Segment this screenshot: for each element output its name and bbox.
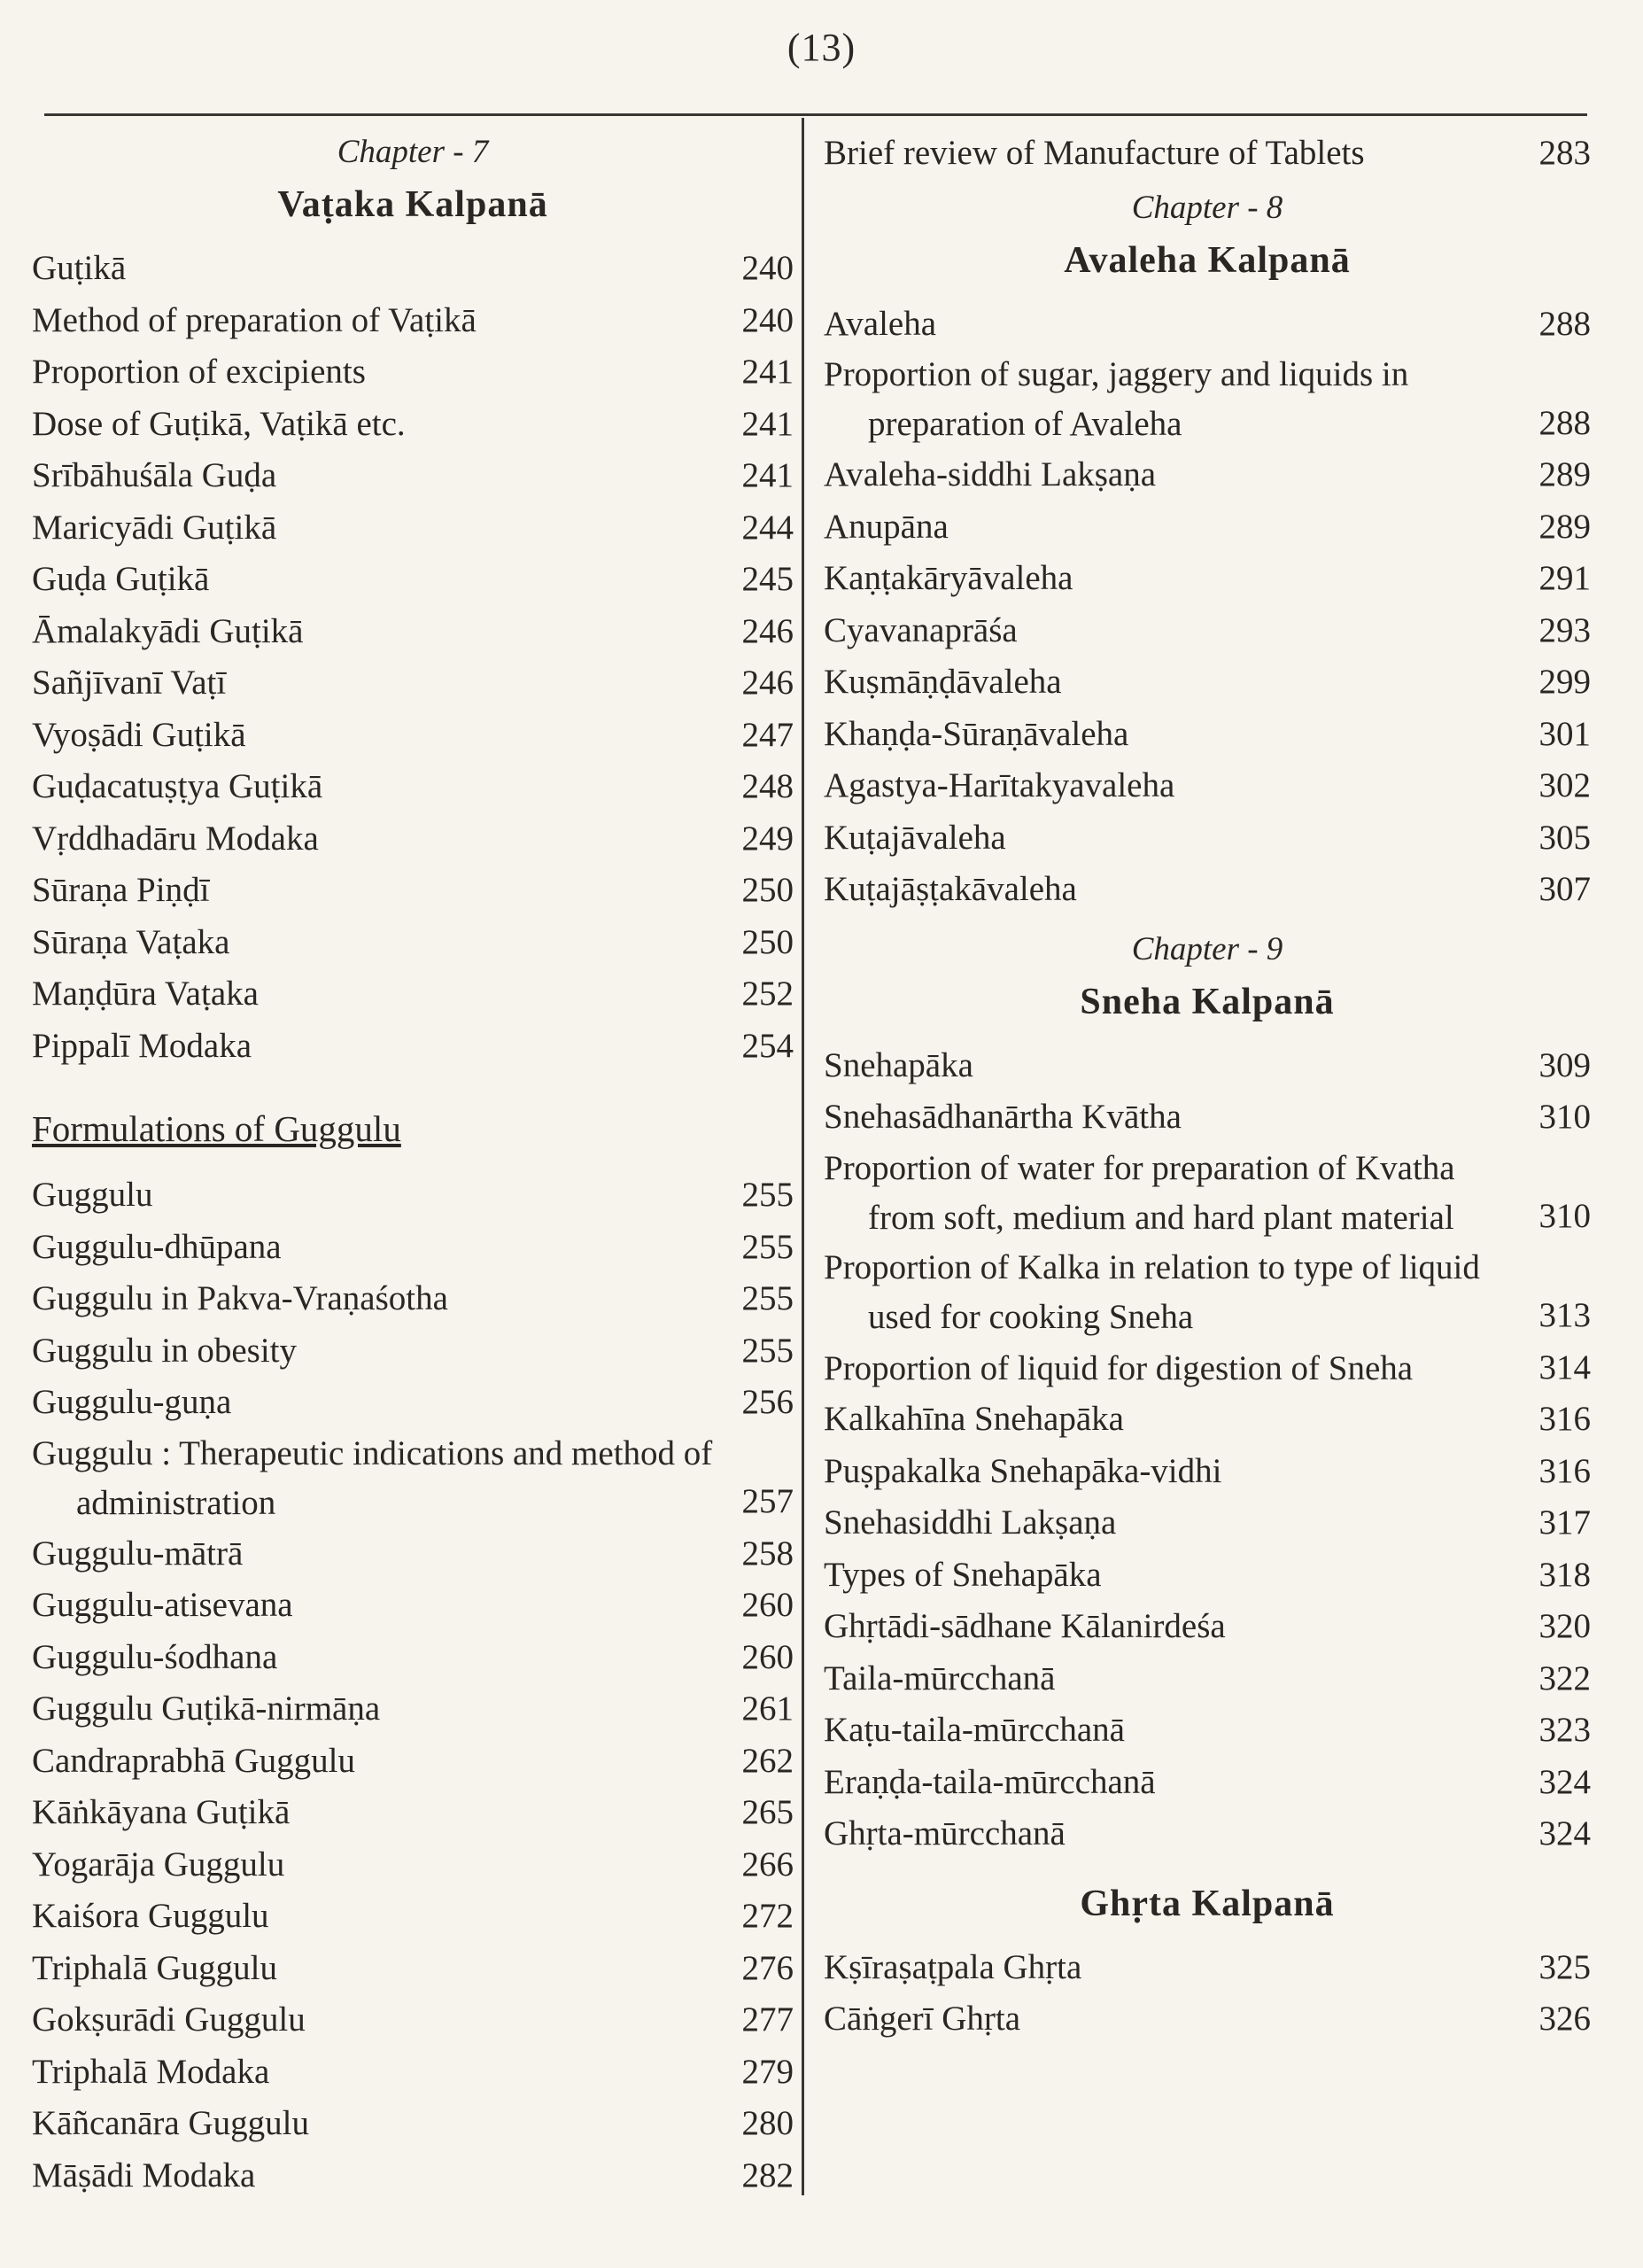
entry-title: Method of preparation of Vaṭikā bbox=[32, 300, 477, 339]
entry-page: 288 bbox=[1538, 304, 1591, 343]
toc-entry[interactable] bbox=[32, 450, 794, 502]
entry-page: 279 bbox=[741, 2052, 794, 2091]
entry-page: 314 bbox=[1538, 1348, 1591, 1386]
entry-page: 293 bbox=[1538, 610, 1591, 649]
chapter-9-title: Sneha Kalpanā bbox=[1080, 981, 1335, 1022]
entry-page: 283 bbox=[1538, 134, 1591, 172]
entry-title: Kṣīraṣaṭpala Ghṛta bbox=[824, 1947, 1082, 1986]
entry-page: 318 bbox=[1538, 1555, 1591, 1594]
entry-title: Kuṣmāṇḍāvaleha bbox=[824, 663, 1062, 701]
entry-title: Eraṇḍa-taila-mūrcchanā bbox=[824, 1762, 1156, 1801]
toc-entry[interactable] bbox=[32, 1377, 794, 1429]
entry-page: 258 bbox=[741, 1534, 794, 1573]
entry-title: Kaṇṭakāryāvaleha bbox=[824, 559, 1073, 597]
entry-title: Anupāna bbox=[824, 507, 949, 546]
toc-entry[interactable] bbox=[32, 2150, 794, 2202]
entry-page: 255 bbox=[741, 1227, 794, 1266]
entry-title: Proportion of Kalka in relation to type of liquid used for cooking Sneha bbox=[824, 1247, 1480, 1336]
entry-title: Agastya-Harītakyavaleha bbox=[824, 766, 1175, 804]
entry-page: 266 bbox=[741, 1845, 794, 1884]
toc-entry[interactable] bbox=[32, 1736, 794, 1788]
entry-title: Guggulu-atisevana bbox=[32, 1586, 293, 1624]
toc-entry[interactable] bbox=[824, 1144, 1591, 1243]
entry-title: Brief review of Manufacture of Tablets bbox=[824, 134, 1365, 172]
toc-entry[interactable] bbox=[32, 1325, 794, 1378]
toc-entry[interactable] bbox=[32, 2098, 794, 2150]
ghrta-title: Ghṛta Kalpanā bbox=[1080, 1883, 1335, 1924]
entry-page: 323 bbox=[1538, 1711, 1591, 1749]
entry-title: Avaleha-siddhi Lakṣaṇa bbox=[824, 455, 1157, 493]
entry-title: Sañjīvanī Vaṭī bbox=[32, 664, 227, 702]
entry-page: 322 bbox=[1538, 1658, 1591, 1697]
chapter-7-label: Chapter - 7 bbox=[337, 134, 489, 170]
entry-page: 325 bbox=[1538, 1947, 1591, 1986]
entry-title: Pippalī Modaka bbox=[32, 1026, 252, 1065]
entry-page: 316 bbox=[1538, 1400, 1591, 1438]
entry-page: 248 bbox=[741, 767, 794, 805]
toc-entry[interactable] bbox=[32, 606, 794, 658]
toc-entry[interactable] bbox=[32, 399, 794, 451]
toc-entry[interactable] bbox=[32, 346, 794, 399]
toc-entry[interactable] bbox=[824, 553, 1591, 605]
entry-page: 247 bbox=[741, 715, 794, 754]
entry-title: Maṇḍūra Vaṭaka bbox=[32, 975, 259, 1013]
entry-title: Maricyādi Guṭikā bbox=[32, 508, 277, 547]
entry-page: 241 bbox=[741, 353, 794, 391]
entry-title: Yogarāja Guggulu bbox=[32, 1845, 285, 1884]
entry-title: Kaṭu-taila-mūrcchanā bbox=[824, 1711, 1125, 1749]
entry-title: Triphalā Guggulu bbox=[32, 1948, 277, 1987]
entry-page: 317 bbox=[1538, 1503, 1591, 1542]
toc-entry[interactable] bbox=[824, 1497, 1591, 1550]
header-rule bbox=[44, 113, 1587, 116]
toc-entry[interactable] bbox=[32, 1580, 794, 1632]
guggulu-entries bbox=[32, 1169, 794, 2202]
entry-page: 299 bbox=[1538, 663, 1591, 701]
toc-entry[interactable] bbox=[32, 2047, 794, 2099]
toc-entry[interactable] bbox=[32, 710, 794, 762]
toc-entry[interactable] bbox=[824, 812, 1591, 865]
toc-entry[interactable] bbox=[32, 1683, 794, 1736]
toc-entry[interactable] bbox=[824, 1653, 1591, 1705]
entry-page: 240 bbox=[741, 300, 794, 339]
entry-page: 310 bbox=[1538, 1098, 1591, 1136]
column-divider bbox=[802, 118, 804, 2195]
toc-entry[interactable] bbox=[32, 761, 794, 813]
entry-page: 265 bbox=[741, 1793, 794, 1831]
toc-entry[interactable] bbox=[32, 1273, 794, 1325]
toc-entry[interactable] bbox=[32, 1429, 794, 1528]
entry-title: Dose of Guṭikā, Vaṭikā etc. bbox=[32, 404, 406, 443]
entry-page: 310 bbox=[1538, 1197, 1591, 1235]
entry-title: Snehasiddhi Lakṣaṇa bbox=[824, 1503, 1117, 1542]
entry-title: Cāṅgerī Ghṛta bbox=[824, 2000, 1021, 2038]
entry-page: 272 bbox=[741, 1897, 794, 1935]
entry-title: Types of Snehapāka bbox=[824, 1555, 1102, 1594]
entry-title: Guggulu bbox=[32, 1176, 153, 1214]
entry-page: 241 bbox=[741, 456, 794, 494]
entry-page: 326 bbox=[1538, 2000, 1591, 2038]
toc-entry[interactable] bbox=[32, 917, 794, 969]
toc-entry[interactable] bbox=[824, 299, 1591, 351]
entry-title: Proportion of excipients bbox=[32, 353, 366, 391]
toc-entry[interactable] bbox=[824, 760, 1591, 812]
right-column bbox=[824, 124, 1591, 2046]
entry-title: Kaiśora Guggulu bbox=[32, 1897, 269, 1935]
entry-page: 277 bbox=[741, 2000, 794, 2039]
entry-page: 307 bbox=[1538, 870, 1591, 908]
chapter-9-label: Chapter - 9 bbox=[1131, 930, 1283, 967]
entry-title: Proportion of water for preparation of Kvatha from soft, medium and hard plant material bbox=[824, 1148, 1455, 1237]
chapter-7-entries bbox=[32, 243, 794, 1072]
chapter-8-entries bbox=[824, 299, 1591, 916]
entry-page: 257 bbox=[741, 1482, 794, 1520]
toc-entry[interactable] bbox=[32, 968, 794, 1021]
entry-title: Vṛddhadāru Modaka bbox=[32, 819, 319, 858]
entry-title: Ghṛtādi-sādhane Kālanirdeśa bbox=[824, 1607, 1226, 1645]
entry-title: Kāṅkāyana Guṭikā bbox=[32, 1793, 291, 1831]
entry-page: 255 bbox=[741, 1331, 794, 1370]
toc-entry[interactable] bbox=[824, 1601, 1591, 1653]
toc-entry[interactable] bbox=[32, 813, 794, 866]
toc-entry[interactable] bbox=[32, 554, 794, 606]
entry-title: Vyoṣādi Guṭikā bbox=[32, 715, 246, 754]
entry-page: 250 bbox=[741, 922, 794, 961]
entry-title: Cyavanaprāśa bbox=[824, 610, 1018, 649]
toc-entry[interactable] bbox=[32, 1839, 794, 1891]
entry-title: Gokṣurādi Guggulu bbox=[32, 2000, 306, 2039]
entry-title: Avaleha bbox=[824, 304, 937, 343]
toc-entry[interactable] bbox=[824, 864, 1591, 916]
toc-entry[interactable] bbox=[824, 1394, 1591, 1446]
entry-page: 260 bbox=[741, 1586, 794, 1624]
entry-title: Triphalā Modaka bbox=[32, 2052, 270, 2091]
toc-entry[interactable] bbox=[824, 1040, 1591, 1092]
entry-title: Snehasādhanārtha Kvātha bbox=[824, 1098, 1182, 1136]
entry-page: 260 bbox=[741, 1637, 794, 1676]
entry-title: Guggulu-dhūpana bbox=[32, 1227, 282, 1266]
entry-page: 302 bbox=[1538, 766, 1591, 804]
toc-entry[interactable] bbox=[32, 1528, 794, 1581]
toc-entry[interactable] bbox=[824, 1757, 1591, 1809]
entry-title: Guḍacatuṣṭya Guṭikā bbox=[32, 767, 323, 805]
entry-title: Guggulu in Pakva-Vraṇaśotha bbox=[32, 1279, 448, 1317]
entry-page: 255 bbox=[741, 1279, 794, 1317]
toc-entry[interactable] bbox=[824, 1942, 1591, 1994]
toc-entry[interactable] bbox=[824, 128, 1591, 180]
entry-page: 254 bbox=[741, 1026, 794, 1065]
page-number: (13) bbox=[787, 26, 856, 69]
toc-entry[interactable] bbox=[32, 657, 794, 710]
entry-page: 305 bbox=[1538, 818, 1591, 857]
toc-entry[interactable] bbox=[32, 1222, 794, 1274]
entry-title: Proportion of sugar, jaggery and liquids in preparation of Avaleha bbox=[824, 355, 1409, 443]
entry-title: Kāñcanāra Guggulu bbox=[32, 2104, 309, 2142]
entry-page: 261 bbox=[741, 1689, 794, 1728]
toc-entry[interactable] bbox=[32, 1994, 794, 2047]
entry-title: Guṭikā bbox=[32, 249, 127, 287]
entry-page: 250 bbox=[741, 871, 794, 909]
entry-title: Khaṇḍa-Sūraṇāvaleha bbox=[824, 714, 1129, 753]
entry-page: 320 bbox=[1538, 1607, 1591, 1645]
toc-entry[interactable] bbox=[824, 1342, 1591, 1394]
toc-entry[interactable] bbox=[32, 1891, 794, 1943]
entry-title: Puṣpakalka Snehapāka-vidhi bbox=[824, 1451, 1222, 1490]
entry-page: 289 bbox=[1538, 455, 1591, 493]
toc-entry[interactable] bbox=[824, 350, 1591, 449]
toc-entry[interactable] bbox=[824, 501, 1591, 554]
toc-entry[interactable] bbox=[824, 1808, 1591, 1860]
entry-title: Taila-mūrcchanā bbox=[824, 1658, 1056, 1697]
toc-entry[interactable] bbox=[824, 656, 1591, 709]
entry-title: Guggulu : Therapeutic indications and method of administration bbox=[32, 1433, 713, 1522]
entry-title: Kuṭajāvaleha bbox=[824, 818, 1006, 857]
entry-title: Māṣādi Modaka bbox=[32, 2155, 256, 2194]
entry-title: Guggulu-mātrā bbox=[32, 1534, 244, 1573]
entry-page: 282 bbox=[741, 2155, 794, 2194]
entry-title: Proportion of liquid for digestion of Sneha bbox=[824, 1349, 1414, 1387]
entry-page: 246 bbox=[741, 611, 794, 650]
entry-title: Sūraṇa Piṇḍī bbox=[32, 871, 210, 909]
toc-entry[interactable] bbox=[824, 1550, 1591, 1602]
entry-page: 288 bbox=[1538, 403, 1591, 442]
entry-page: 280 bbox=[741, 2104, 794, 2142]
entry-title: Ghṛta-mūrcchanā bbox=[824, 1814, 1066, 1852]
entry-page: 309 bbox=[1538, 1045, 1591, 1084]
toc-entry[interactable] bbox=[824, 605, 1591, 657]
entry-page: 244 bbox=[741, 508, 794, 547]
entry-title: Candraprabhā Guggulu bbox=[32, 1741, 355, 1780]
entry-title: Guggulu Guṭikā-nirmāṇa bbox=[32, 1689, 381, 1728]
toc-entry[interactable] bbox=[32, 1021, 794, 1073]
guggulu-subheading: Formulations of Guggulu bbox=[32, 1108, 401, 1149]
entry-page: 249 bbox=[741, 819, 794, 858]
entry-page: 313 bbox=[1538, 1296, 1591, 1334]
entry-page: 245 bbox=[741, 560, 794, 598]
toc-entry[interactable] bbox=[824, 1091, 1591, 1144]
entry-title: Guggulu in obesity bbox=[32, 1331, 297, 1370]
entry-title: Āmalakyādi Guṭikā bbox=[32, 611, 304, 650]
entry-title: Snehapāka bbox=[824, 1045, 973, 1084]
entry-page: 255 bbox=[741, 1176, 794, 1214]
entry-title: Srībāhuśāla Guḍa bbox=[32, 456, 277, 494]
toc-entry[interactable] bbox=[32, 1943, 794, 1995]
toc-entry[interactable] bbox=[32, 1632, 794, 1684]
toc-entry[interactable] bbox=[824, 1993, 1591, 2046]
chapter-9-entries bbox=[824, 1040, 1591, 1860]
toc-entry[interactable] bbox=[824, 449, 1591, 501]
entry-title: Kuṭajāṣṭakāvaleha bbox=[824, 870, 1077, 908]
entry-page: 262 bbox=[741, 1741, 794, 1780]
toc-entry[interactable] bbox=[824, 1243, 1591, 1342]
entry-page: 291 bbox=[1538, 559, 1591, 597]
toc-entry[interactable] bbox=[32, 1169, 794, 1222]
entry-page: 301 bbox=[1538, 714, 1591, 753]
entry-page: 324 bbox=[1538, 1814, 1591, 1852]
entry-title: Guḍa Guṭikā bbox=[32, 560, 210, 598]
toc-entry[interactable] bbox=[32, 865, 794, 917]
ghrta-entries bbox=[824, 1942, 1591, 2046]
entry-page: 276 bbox=[741, 1948, 794, 1987]
entry-page: 256 bbox=[741, 1383, 794, 1421]
entry-page: 316 bbox=[1538, 1451, 1591, 1490]
toc-entry[interactable] bbox=[824, 1446, 1591, 1498]
entry-page: 252 bbox=[741, 975, 794, 1013]
entry-page: 324 bbox=[1538, 1762, 1591, 1801]
entry-title: Guggulu-śodhana bbox=[32, 1637, 278, 1676]
toc-entry[interactable] bbox=[32, 1787, 794, 1839]
toc-entry[interactable] bbox=[32, 243, 794, 295]
entry-title: Kalkahīna Snehapāka bbox=[824, 1400, 1124, 1438]
entry-title: Sūraṇa Vaṭaka bbox=[32, 922, 230, 961]
toc-entry[interactable] bbox=[824, 1705, 1591, 1757]
entry-title: Guggulu-guṇa bbox=[32, 1383, 232, 1421]
toc-entry[interactable] bbox=[32, 502, 794, 555]
entry-page: 240 bbox=[741, 249, 794, 287]
entry-page: 289 bbox=[1538, 507, 1591, 546]
chapter-8-label: Chapter - 8 bbox=[1131, 189, 1283, 226]
left-column bbox=[32, 124, 794, 2202]
chapter-8-title: Avaleha Kalpanā bbox=[1064, 239, 1351, 281]
toc-entry[interactable] bbox=[32, 295, 794, 347]
chapter-7-title: Vaṭaka Kalpanā bbox=[277, 184, 548, 225]
entry-page: 246 bbox=[741, 664, 794, 702]
toc-entry[interactable] bbox=[824, 709, 1591, 761]
entry-page: 241 bbox=[741, 404, 794, 443]
